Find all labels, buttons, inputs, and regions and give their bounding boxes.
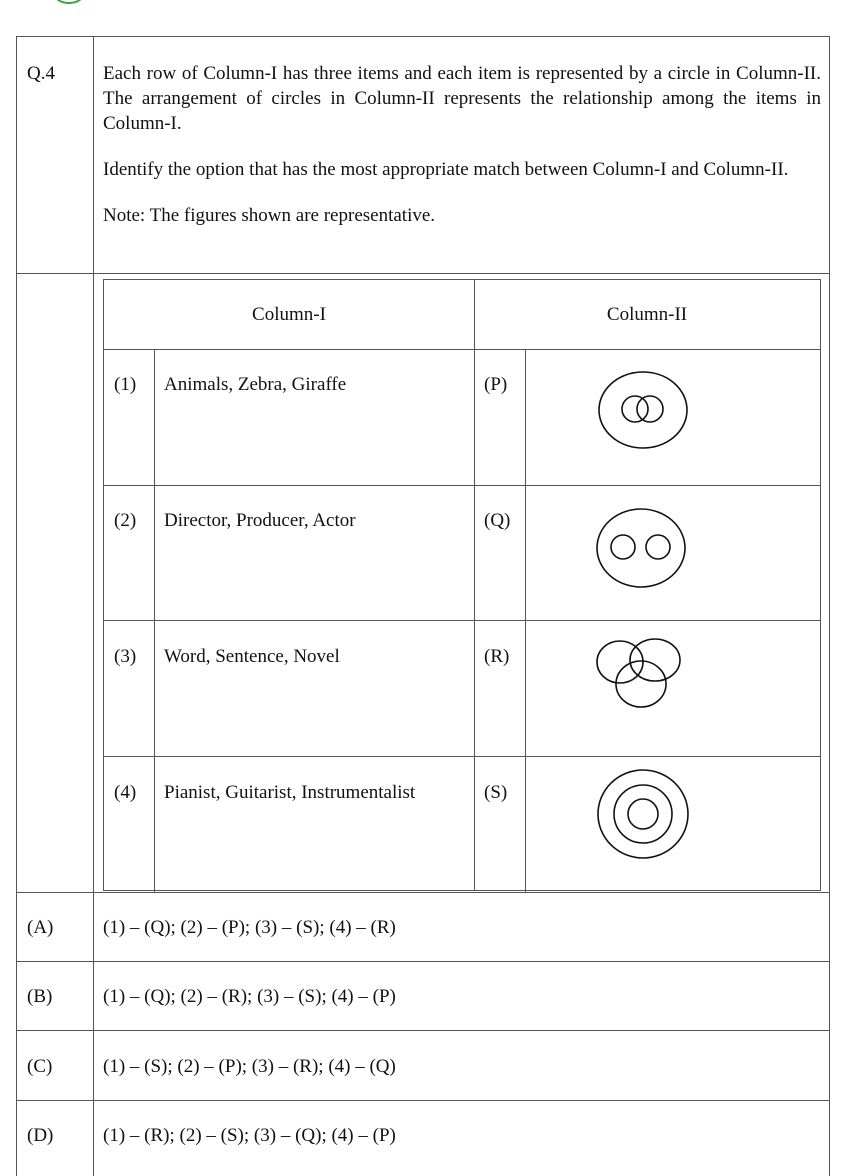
option-d-label: (D) [27,1125,54,1146]
row-items: Animals, Zebra, Giraffe [164,374,347,395]
match-table [103,279,821,891]
row-number: (2) [114,510,137,531]
divider [17,1100,829,1101]
table-divider [474,280,475,890]
divider [17,961,829,962]
row-code: (Q) [484,510,511,531]
row-items: Director, Producer, Actor [164,510,356,531]
question-number: Q.4 [27,63,55,84]
column-i-header: Column-I [252,304,326,325]
row-code: (S) [484,782,508,803]
question-box [16,36,830,1176]
table-divider [154,349,155,892]
three-overlapping-circles-figure [596,638,686,710]
separate-circles-inside-circle-figure [596,508,688,588]
row-number: (4) [114,782,137,803]
question-paragraph: Identify the option that has the most appropriate match between Column-I and Column-II. [103,159,789,180]
table-divider [104,620,820,621]
row-code: (P) [484,374,508,395]
logo-fragment [50,0,88,4]
row-items: Pianist, Guitarist, Instrumentalist [164,782,416,803]
overlapping-circles-inside-circle-figure [598,372,690,450]
table-divider [104,756,820,757]
row-code: (R) [484,646,510,667]
option-d-text: (1) – (R); (2) – (S); (3) – (Q); (4) – (P) [103,1125,396,1146]
question-paragraph: Each row of Column-I has three items and each item is represented by a circle in Column-II. The arrangement of circles in Column-II represents the relationship among the items in Column-I. [103,63,821,134]
option-a-text: (1) – (Q); (2) – (P); (3) – (S); (4) – (R) [103,917,396,938]
row-items: Word, Sentence, Novel [164,646,340,667]
option-b-text: (1) – (Q); (2) – (R); (3) – (S); (4) – (P) [103,986,396,1007]
question-text [103,61,821,249]
divider [17,892,829,893]
row-number: (1) [114,374,137,395]
table-divider [104,485,820,486]
column-ii-header: Column-II [606,304,688,325]
option-c-text: (1) – (S); (2) – (P); (3) – (R); (4) – (Q) [103,1056,396,1077]
concentric-circles-figure [598,770,690,858]
table-divider [525,349,526,892]
table-divider [104,349,820,350]
divider [17,273,829,274]
question-note: Note: The figures shown are representative. [103,205,436,226]
option-b-label: (B) [27,986,53,1007]
option-a-label: (A) [27,917,54,938]
divider [93,37,94,1176]
divider [17,1030,829,1031]
option-c-label: (C) [27,1056,53,1077]
row-number: (3) [114,646,137,667]
